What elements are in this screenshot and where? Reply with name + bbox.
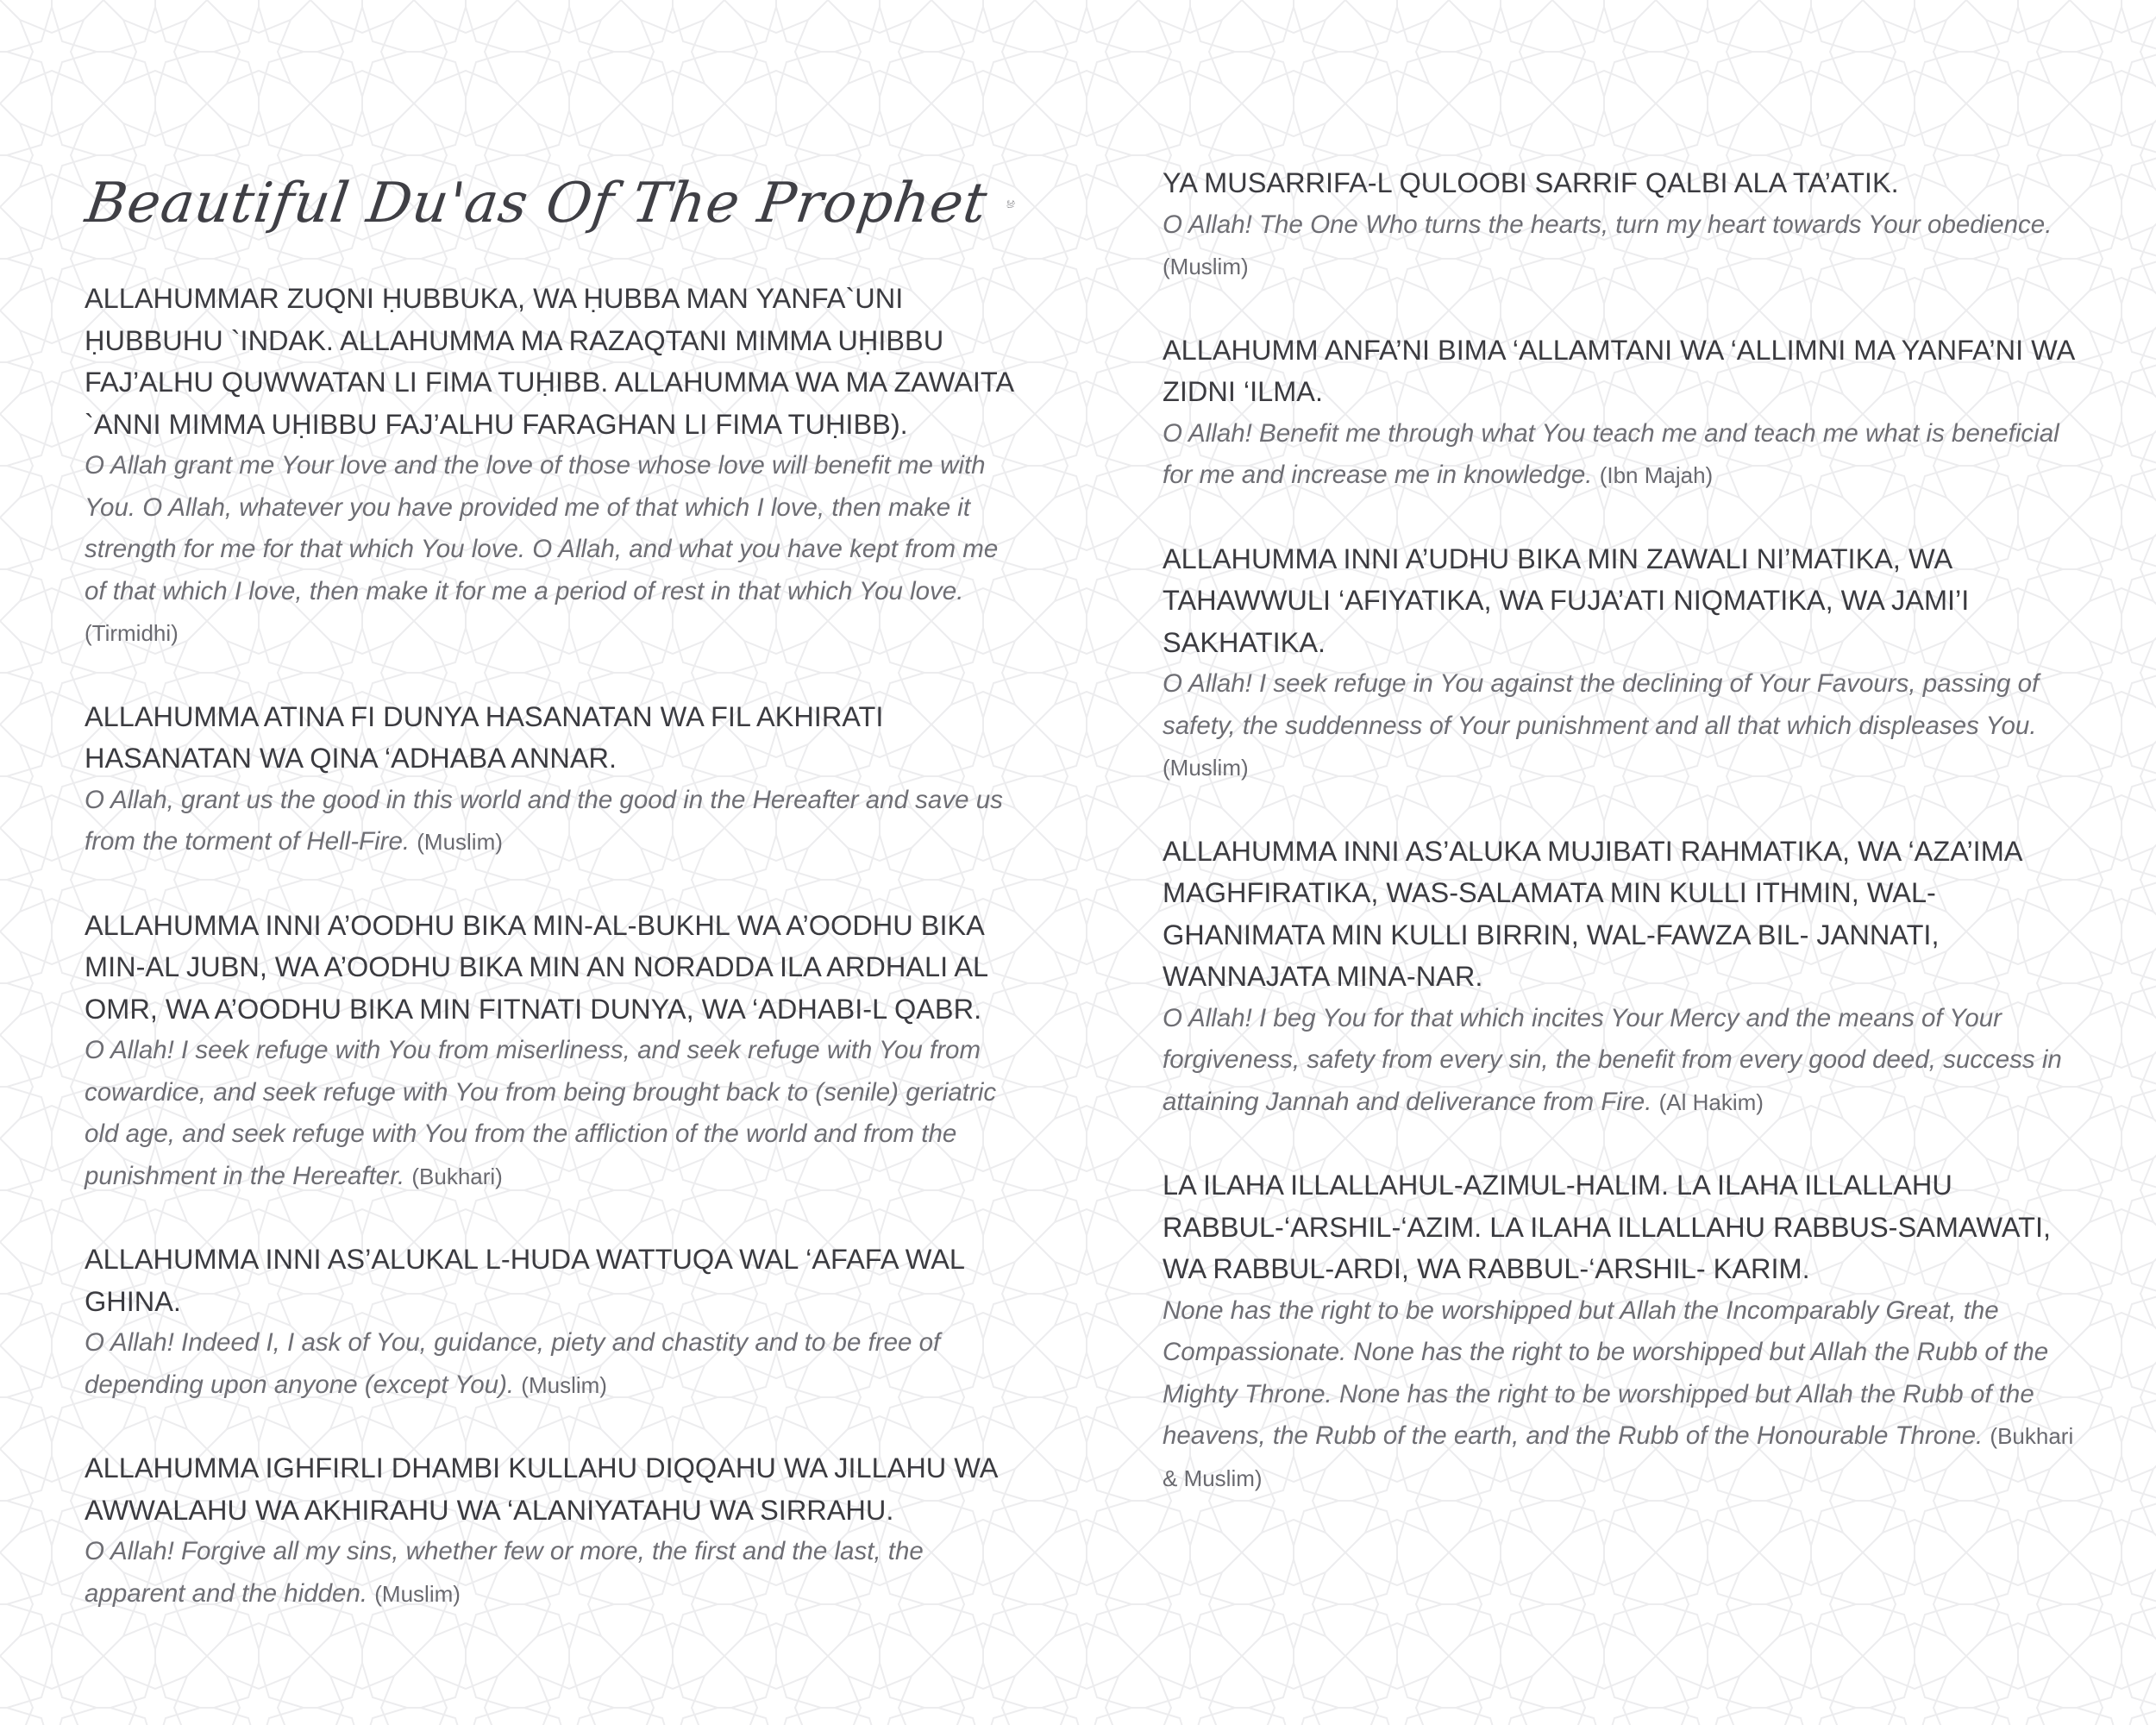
dua-translation: O Allah grant me Your love and the love of those whose love will benefit me with You. O Allah, whatever you have provided me of that which I love, then make it strength for me for that which You love. O Allah, and what you have kept from me of that which I love, then make it for me a period of rest in that which You love. bbox=[85, 451, 999, 605]
dua-translation: O Allah, grant us the good in this world and the good in the Hereafter and save us from the torment of Hell-Fire. bbox=[85, 785, 1003, 856]
dua-transliteration: ALLAHUMMAR ZUQNI ḤUBBUKA, WA ḤUBBA MAN YANFA`UNI ḤUBBUHU `INDAK. ALLAHUMMA MA RAZAQTANI MIMMA UḤIBBU FAJ’ALHU QUWWATAN LI FIMA TUḤIBB. ALLAHUMMA WA MA ZAWAITA `ANNI MIMMA UḤIBBU FAJ’ALHU FARAGHAN LI FIMA TUḤIBB). bbox=[85, 283, 1013, 440]
dua-source: (Bukhari & Muslim) bbox=[1163, 1423, 2074, 1491]
dua-translation: None has the right to be worshipped but Allah the Incomparably Great, the Compassionate. None has the right to be worshipped but Allah the Rubb of the Mighty Throne. None has the right to be worshipped but Allah the Rubb of the heavens, the Rubb of the earth, and the Rubb of the Honourable Throne. bbox=[1163, 1295, 2049, 1450]
dua-transliteration: ALLAHUMMA ATINA FI DUNYA HASANATAN WA FIL AKHIRATI HASANATAN WA QINA ‘ADHABA ANNAR. bbox=[85, 700, 884, 774]
dua-entry bbox=[85, 905, 1016, 1198]
dua-translation-block bbox=[85, 1322, 1016, 1406]
dua-translation-block bbox=[85, 780, 1016, 863]
dua-transliteration: ALLAHUMMA INNI A’UDHU BIKA MIN ZAWALI NI’MATIKA, WA TAHAWWULI ‘AFIYATIKA, WA FUJA’ATI NIQMATIKA, WA JAMI’I SAKHATIKA. bbox=[1163, 543, 1970, 658]
dua-source: (Ibn Majah) bbox=[1599, 462, 1714, 488]
page-title-heading bbox=[81, 164, 1016, 243]
dua-transliteration: LA ILAHA ILLALLAHUL-AZIMUL-HALIM. LA ILAHA ILLALLAHU RABBUL-‘ARSHIL-‘AZIM. LA ILAHA ILLALLAHU RABBUS-SAMAWATI, WA RABBUL-ARDI, WA RABBUL-‘ARSHIL- KARIM. bbox=[1163, 1170, 2052, 1284]
dua-entry bbox=[1163, 831, 2094, 1124]
dua-transliteration: ALLAHUMMA INNI AS’ALUKAL L-HUDA WATTUQA WAL ‘AFAFA WAL GHINA. bbox=[85, 1244, 964, 1317]
dua-entry bbox=[85, 1239, 1016, 1406]
dua-translation: O Allah! Forgive all my sins, whether few or more, the first and the last, the apparent and the hidden. bbox=[85, 1537, 924, 1608]
dua-entry bbox=[85, 278, 1016, 655]
dua-translation-block bbox=[1163, 1290, 2094, 1500]
left-column bbox=[81, 164, 1016, 1656]
dua-transliteration: ALLAHUMMA INNI AS’ALUKA MUJIBATI RAHMATIKA, WA ‘AZA’IMA MAGHFIRATIKA, WAS-SALAMATA MIN KULLI ITHMIN, WAL-GHANIMATA MIN KULLI BIRRIN, WAL-FAWZA BIL- JANNATI, WANNAJATA MINA-NAR. bbox=[1163, 835, 2021, 992]
dua-translation-block bbox=[1163, 413, 2094, 497]
dua-entry bbox=[1163, 1164, 2094, 1499]
salawat-calligraphy-icon bbox=[1006, 179, 1016, 229]
right-column bbox=[1163, 162, 2094, 1540]
dua-transliteration: ALLAHUMM ANFA’NI BIMA ‘ALLAMTANI WA ‘ALLIMNI MA YANFA’NI WA ZIDNI ‘ILMA. bbox=[1163, 334, 2074, 407]
page-title: Beautiful Du'as Of The Prophet bbox=[81, 172, 992, 235]
dua-entry bbox=[1163, 329, 2094, 497]
dua-translation-block bbox=[1163, 998, 2094, 1124]
dua-source: (Muslim) bbox=[417, 829, 503, 855]
dua-translation-block bbox=[85, 1030, 1016, 1197]
dua-translation: O Allah! I beg You for that which incites Your Mercy and the means of Your forgiveness, safety from every sin, the benefit from every good deed, success in attaining Jannah and deliverance from Fire. bbox=[1163, 1003, 2062, 1116]
dua-translation: O Allah! Indeed I, I ask of You, guidance, piety and chastity and to be free of depending upon anyone (except You). bbox=[85, 1328, 941, 1399]
dua-entry bbox=[85, 696, 1016, 863]
dua-translation: O Allah! I seek refuge with You from miserliness, and seek refuge with You from cowardice, and seek refuge with You from being brought back to (senile) geriatric old age, and seek refuge with You from the affliction of the world and from the punishment in the Hereafter. bbox=[85, 1036, 997, 1190]
dua-transliteration: YA MUSARRIFA-L QULOOBI SARRIF QALBI ALA TA’ATIK. bbox=[1163, 167, 1899, 198]
dua-source: (Muslim) bbox=[374, 1580, 461, 1607]
dua-translation: O Allah! I seek refuge in You against the declining of Your Favours, passing of safety, the suddenness of Your punishment and all that which displeases You. bbox=[1163, 669, 2040, 740]
dua-entry bbox=[1163, 162, 2094, 288]
dua-entry bbox=[85, 1447, 1016, 1615]
dua-source: (Muslim) bbox=[521, 1371, 607, 1398]
dua-translation-block bbox=[85, 445, 1016, 655]
dua-transliteration: ALLAHUMMA INNI A’OODHU BIKA MIN-AL-BUKHL WA A’OODHU BIKA MIN-AL JUBN, WA A’OODHU BIKA MIN AN NORADDA ILA ARDHALI AL OMR, WA A’OODHU BIKA MIN FITNATI DUNYA, WA ‘ADHABI-L QABR. bbox=[85, 909, 987, 1025]
dua-translation: O Allah! Benefit me through what You teach me and teach me what is beneficial for me and increase me in knowledge. bbox=[1163, 418, 2059, 489]
dua-source: (Muslim) bbox=[1163, 254, 1249, 279]
dua-source: (Tirmidhi) bbox=[85, 620, 179, 646]
dua-transliteration: ALLAHUMMA IGHFIRLI DHAMBI KULLAHU DIQQAHU WA JILLAHU WA AWWALAHU WA AKHIRAHU WA ‘ALANIYATAHU WA SIRRAHU. bbox=[85, 1452, 997, 1526]
dua-translation: O Allah! The One Who turns the hearts, turn my heart towards Your obedience. bbox=[1163, 210, 2053, 239]
dua-source: (Bukhari) bbox=[411, 1163, 503, 1189]
dua-entry bbox=[1163, 538, 2094, 789]
dua-translation-block bbox=[1163, 204, 2094, 288]
dua-translation-block bbox=[85, 1531, 1016, 1615]
dua-source: (Al Hakim) bbox=[1658, 1088, 1764, 1115]
dua-translation-block bbox=[1163, 663, 2094, 789]
dua-source: (Muslim) bbox=[1163, 755, 1249, 781]
